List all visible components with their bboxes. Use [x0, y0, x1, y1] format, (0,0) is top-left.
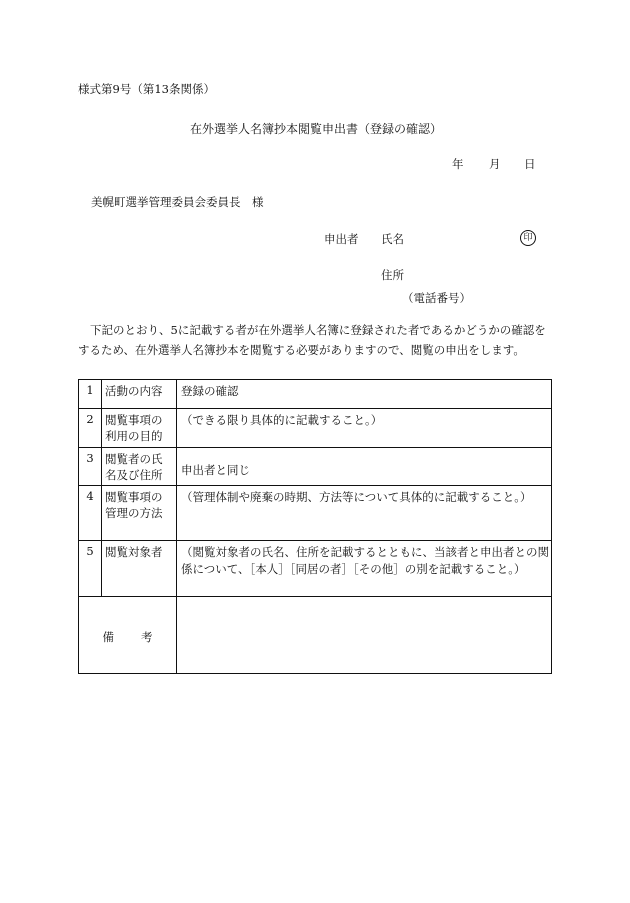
table-row: [79, 486, 552, 541]
remarks-field[interactable]: [177, 597, 552, 674]
row-value-line: （管理体制や廃棄の時期、方法等について具体的に記載すること。）: [181, 490, 532, 504]
row-number: 1: [79, 380, 102, 409]
row-value-line: 係について、［本人］［同居の者］［その他］の別を記載すること。）: [181, 562, 526, 576]
row-value-field[interactable]: [177, 409, 552, 448]
remarks-label: [79, 597, 177, 674]
form-number: 様式第9号（第13条関係）: [78, 82, 215, 96]
row-label-line: 閲覧対象者: [105, 545, 163, 559]
row-label-line: 管理の方法: [105, 506, 163, 520]
row-label-line: 活動の内容: [105, 384, 163, 398]
applicant-name-label: 氏名: [381, 232, 404, 246]
row-number: 4: [79, 486, 102, 541]
intro-line-1: 下記のとおり、5に記載する者が在外選挙人名簿に登録された者であるかどうかの確認を: [90, 323, 546, 337]
date-year: 年: [452, 157, 464, 171]
applicant-phone-label: （電話番号）: [402, 291, 471, 305]
row-label: [102, 409, 177, 448]
intro-paragraph: [78, 320, 558, 360]
page-title: 在外選挙人名簿抄本閲覧申出書（登録の確認）: [190, 122, 443, 136]
row-number: 2: [79, 409, 102, 448]
row-value-field[interactable]: [177, 486, 552, 541]
row-label: [102, 448, 177, 486]
table-row: [79, 448, 552, 486]
row-label: [102, 380, 177, 409]
addressee: 美幌町選挙管理委員会委員長 様: [91, 195, 264, 209]
seal-mark-icon: 印: [520, 230, 536, 246]
table-row: [79, 409, 552, 448]
row-label-line: 名及び住所: [105, 468, 163, 482]
row-label-line: 利用の目的: [105, 429, 163, 443]
row-value-field[interactable]: [177, 448, 552, 486]
application-table: [78, 379, 552, 674]
row-label: [102, 541, 177, 597]
applicant-address-label: 住所: [381, 268, 404, 282]
row-number: 5: [79, 541, 102, 597]
row-value-line: （閲覧対象者の氏名、住所を記載するとともに、当該者と申出者との関: [181, 545, 549, 559]
row-value-line: 申出者と同じ: [181, 463, 250, 477]
table-row: [79, 541, 552, 597]
remarks-char: 備: [102, 630, 114, 644]
row-label: [102, 486, 177, 541]
table-row-remarks: [79, 597, 552, 674]
date-day: 日: [524, 157, 536, 171]
row-label-line: 閲覧事項の: [105, 490, 163, 504]
row-value-field[interactable]: [177, 380, 552, 409]
row-number: 3: [79, 448, 102, 486]
remarks-char: 考: [141, 630, 153, 644]
applicant-label: 申出者: [324, 232, 359, 246]
table-row: [79, 380, 552, 409]
name-value-field[interactable]: [410, 228, 510, 246]
row-value-field[interactable]: [177, 541, 552, 597]
address-value-field[interactable]: [410, 264, 550, 282]
row-label-line: 閲覧事項の: [105, 413, 163, 427]
row-value-line: （できる限り具体的に記載すること。）: [181, 413, 383, 427]
date-month: 月: [489, 157, 501, 171]
row-value-line: 登録の確認: [181, 384, 239, 398]
row-label-line: 閲覧者の氏: [105, 452, 163, 466]
intro-line-2: するため、在外選挙人名簿抄本を閲覧する必要がありますので、閲覧の申出をします。: [78, 343, 525, 357]
